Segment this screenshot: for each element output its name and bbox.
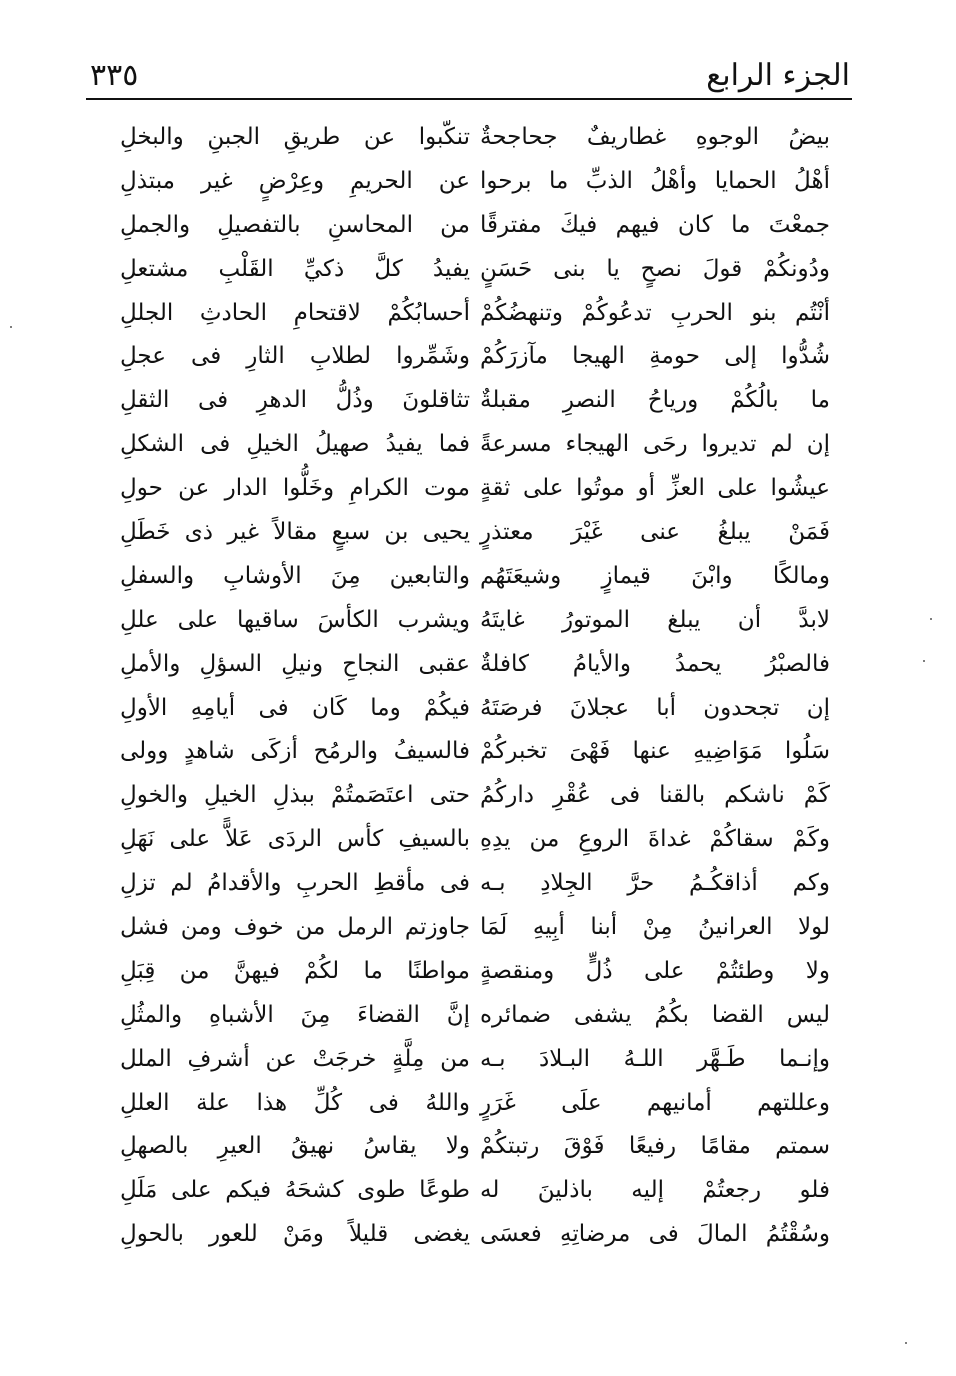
hemistich-line: ودُونكُمْ قولَ نصحٍ يا بنى حَسَنٍ	[480, 255, 830, 282]
hemistich-line: شُدُّوا إلى حومةِ الهيجا مآزرَكُمْ	[480, 343, 830, 370]
scan-speck	[905, 1342, 907, 1344]
hemistich-line: يفيدُ كلَّ ذكيِّ القَلْبِ مشتعلِ	[120, 255, 470, 282]
hemistich-line: عقبى النجاحِ ونيلِ السؤلِ والأملِ	[120, 650, 470, 677]
header-divider	[86, 98, 852, 100]
page-number: ٣٣٥	[90, 58, 139, 93]
hemistich-line: تثاقلونَ وذُلُّ الدهرِ فى الثقلِ	[120, 387, 470, 414]
hemistich-line: وإنـما طَـهَّر اللـهُ البـلادَ بـه	[480, 1045, 830, 1072]
scan-speck	[10, 326, 12, 328]
hemistich-line: أحسابُكُمْ لاقتحامِ الحادثِ الجللِ	[120, 299, 470, 326]
hemistich-line: إنَّ القضاءَ مِنَ الأشباهِ والمثُلِ	[120, 1001, 470, 1028]
hemistich-line: جاوزتم الرمل من خوف ومن فشل	[120, 914, 470, 941]
hemistich-line: سَلُوا مَوَاضِيهِ عنها فَهْىَ تخبركُمْ	[480, 738, 830, 765]
hemistich-line: إن تجحدون أبا عجلانَ فرصَتَهُ	[480, 694, 830, 721]
hemistich-line: مواطنًا ما لكُمْ فيهنَّ من قِبَلِ	[120, 957, 470, 984]
hemistich-line: بالسيفِ كأس الردَى عَلاًّ على نَهَلِ	[120, 826, 470, 853]
hemistich-line: لولا العرانينُ مِنْ أبنا أبِيهِ لَمَا	[480, 914, 830, 941]
hemistich-line: حتى اعتَصَمتُمْ ببذلِ الخيلِ والخولِ	[120, 782, 470, 809]
hemistich-line: أنْتُم بنو الحربِ تدعُوكُمْ وتنهضُكُمْ	[480, 299, 830, 326]
hemistich-line: من مِلَّةٍ خرجَتْ عن أشرفِ الملل	[120, 1045, 470, 1072]
hemistich-line: فَمَنْ يبلغُ عنى غَيْرَ معتذرٍ	[480, 519, 830, 546]
hemistich-line: وكم أذاقكُـمُ حرَّ الجِلادِ بـه	[480, 870, 830, 897]
hemistich-line: والتابعين مِنَ الأوشابِ والسفلِ	[120, 562, 470, 589]
hemistich-line: يحيى بن سبعٍ مقالاً غير ذى خَطَلِ	[120, 519, 470, 546]
hemistich-line: بيضُ الوجوهِ غطاريفٌ جحاجحةٌ	[480, 124, 830, 150]
hemistich-line: ليس القضا بكُمُ يشفى ضمائره	[480, 1001, 830, 1028]
scan-speck	[923, 660, 925, 662]
hemistich-line: ومالكًا وابْنَ قيمازٍ وشيعَتَهُم	[480, 562, 830, 589]
running-title: الجزء الرابع	[706, 58, 850, 93]
hemistich-line: ويشرب الكأسَ ساقيها على عللِ	[120, 606, 470, 633]
hemistich-line: من المحاسنِ بالتفصيلِ والجملِ	[120, 211, 470, 238]
hemistich-line: أهْلُ الحمايا وأهْلُ الذبِّ ما برحوا	[480, 167, 830, 194]
hemistich-line: فالسيفُ والرمُح أزكَى شاهدٍ وولى	[120, 738, 470, 765]
hemistich-line: فيكُمْ وما كَان فى أيامِهِ الأولِ	[120, 694, 470, 721]
hemistich-line: موت الكرامِ وخَلُّوا الدار عن حولِ	[120, 475, 470, 502]
hemistich-line: يغضى قليلاً ومَنْ للعور بالحولِ	[120, 1221, 470, 1248]
hemistich-line: عن الحريمِ وعِرْضٍ غير مبتذلِ	[120, 167, 470, 194]
hemistich-line: فالصبْرُ يحمدُ والأيامُ كافلةٌ	[480, 650, 830, 677]
hemistich-line: وشَمِّروا لطلابِ الثارِ فى عجلِ	[120, 343, 470, 370]
hemistich-line: عيشُوا على العزِّ أو موتُوا على ثقةٍ	[480, 475, 830, 502]
hemistich-line: إن لم تديروا رحَى الهيجاء مسرعةً	[480, 431, 830, 458]
hemistich-line: جمعْتَ ما كان فيهم فيكَ مفترقًا	[480, 211, 830, 238]
hemistich-line: كَمْ ناشكم بالقنا فى عُقْرِ داركُمُ	[480, 782, 830, 809]
hemistich-line: ولا يقاسُ نهيقُ العيرِ بالصهلِ	[120, 1133, 470, 1160]
hemistich-line: واللهُ فى كُلِّ هذا علة العللِ	[120, 1089, 470, 1116]
hemistich-line: طوعًا طوى كشحَهُ فيكم على مَلَلِ	[120, 1177, 470, 1204]
first-hemistich-column	[480, 116, 830, 1257]
hemistich-line: وسُقْتُمُ المالَ فى مرضاتِهِ فعسَى	[480, 1221, 830, 1248]
page-header	[90, 52, 850, 96]
hemistich-line: وعللتهم أمانيهم علَى غَرَرٍ	[480, 1089, 830, 1116]
hemistich-line: سمتم مقامًا رفيعًا فَوْقَ رتبتكُمْ	[480, 1133, 830, 1160]
hemistich-line: لابدَّ أن يبلغ الموتورُ غايتَهُ	[480, 606, 830, 633]
hemistich-line: فى مأقطِ الحربِ والأقدامُ لم تزلِ	[120, 870, 470, 897]
second-hemistich-column	[120, 116, 470, 1257]
hemistich-line: فما يفيدُ صهيلُ الخيلِ فى الشكلِ	[120, 431, 470, 458]
hemistich-line: تنكّبوا عن طريقِ الجبنِ والبخلِ	[120, 124, 470, 150]
hemistich-line: ولا وطئتُمْ على ذُلٍّ ومنقصةٍ	[480, 957, 830, 984]
hemistich-line: وكَمْ سقاكُمْ غداةَ الروعِ من يدِهِ	[480, 826, 830, 853]
hemistich-line: ما بالُكُمْ ورياحُ النصرِ مقبلةٌ	[480, 387, 830, 414]
hemistich-line: فلو رجعتُمْ إليه باذلينَ له	[480, 1177, 830, 1204]
scan-speck	[930, 618, 932, 620]
